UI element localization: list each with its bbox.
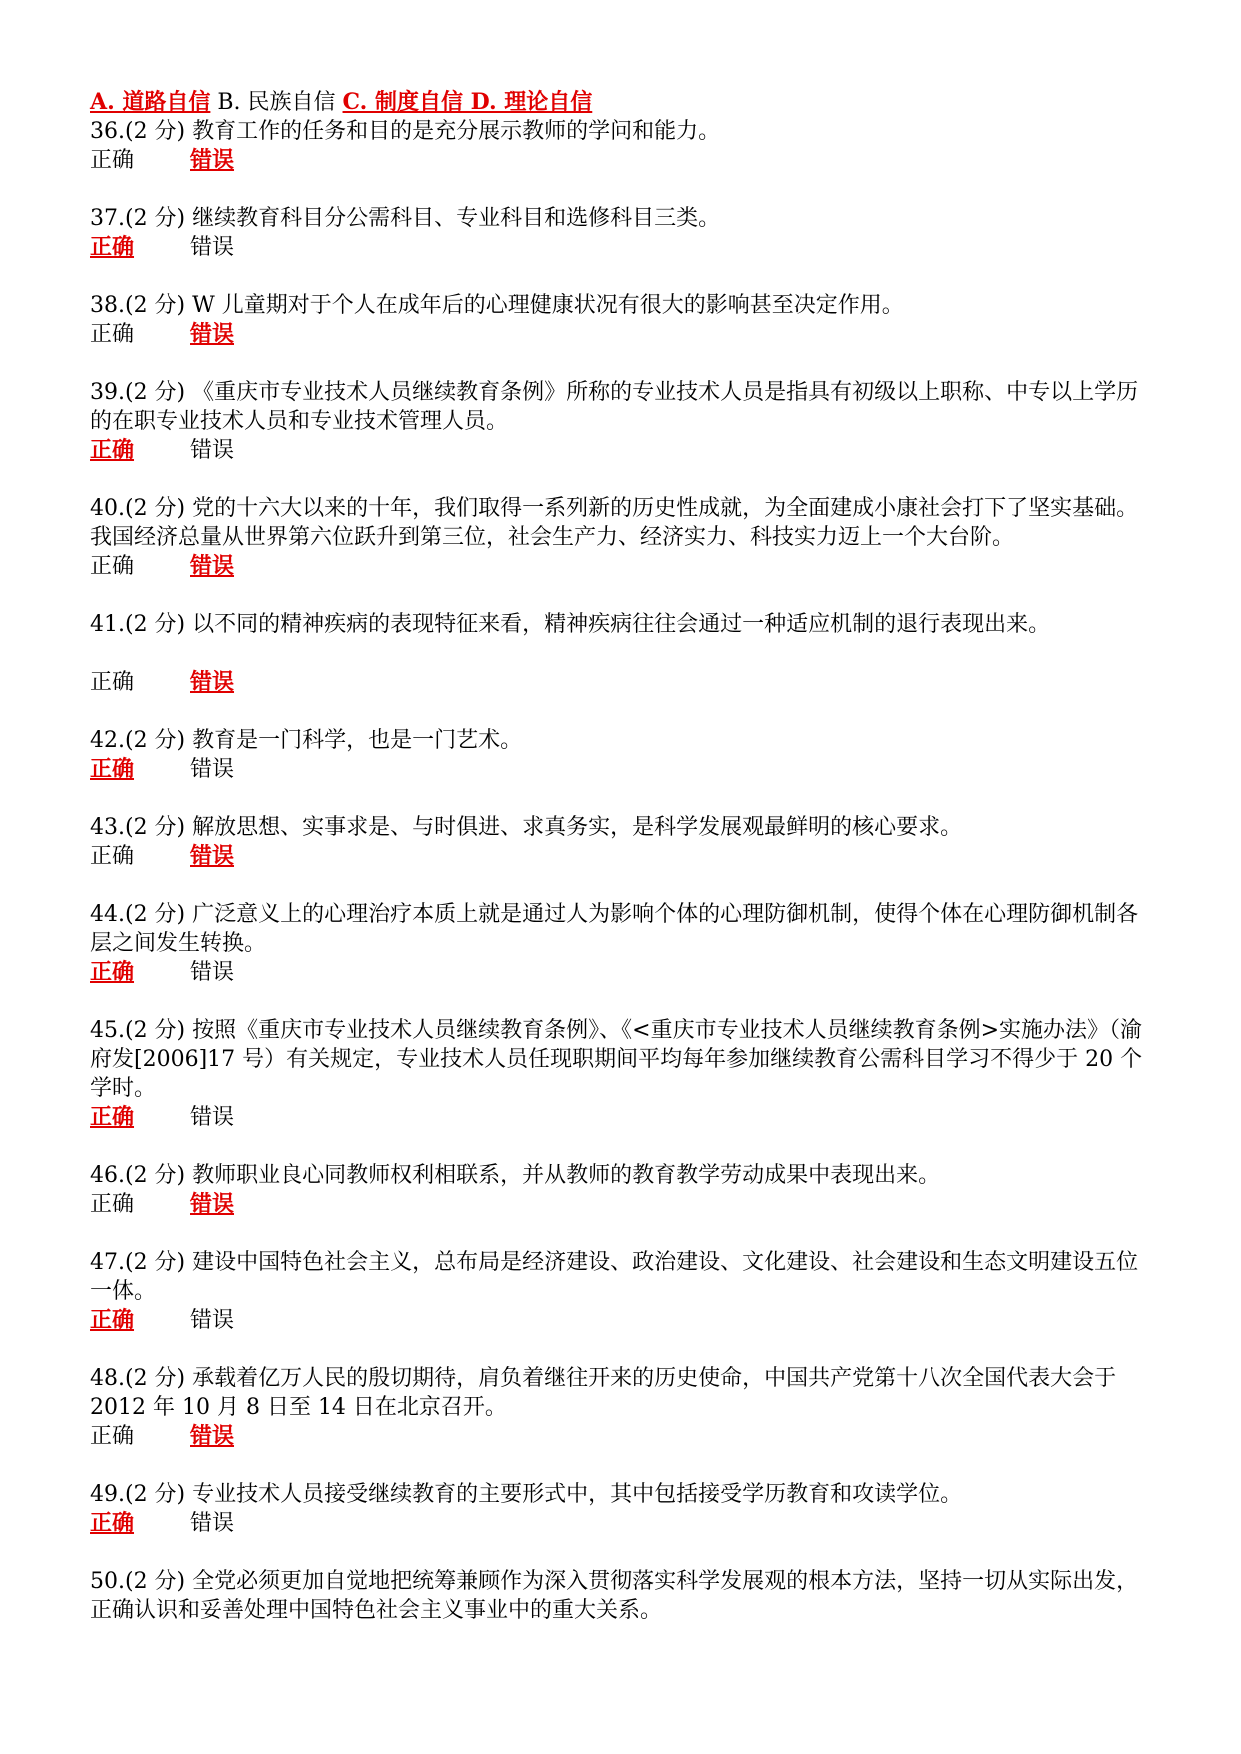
question-35-options xyxy=(90,88,1150,117)
answer-row xyxy=(90,1306,1150,1335)
question-item xyxy=(90,1016,1150,1132)
answer-correct: 正确 xyxy=(90,844,135,869)
question-item xyxy=(90,378,1150,465)
question-item xyxy=(90,117,1150,175)
answer-correct: 正确 xyxy=(90,437,135,463)
question-text: 36.(2 分) 教育工作的任务和目的是充分展示教师的学问和能力。 xyxy=(90,119,721,144)
answer-wrong: 错误 xyxy=(190,843,235,869)
answer-wrong: 错误 xyxy=(190,1423,235,1449)
question-text: 37.(2 分) 继续教育科目分公需科目、专业科目和选修科目三类。 xyxy=(90,206,721,231)
answer-row xyxy=(90,842,1150,871)
question-text: 47.(2 分) 建设中国特色社会主义，总布局是经济建设、政治建设、文化建设、社会建设和生态文明建设五位一体。 xyxy=(90,1250,1139,1304)
answer-correct: 正确 xyxy=(90,670,135,695)
question-item xyxy=(90,291,1150,349)
question-list xyxy=(90,117,1150,1625)
question-text: 48.(2 分) 承载着亿万人民的殷切期待，肩负着继往开来的历史使命，中国共产党第十八次全国代表大会于 2012 年 10 月 8 日至 14 日在北京召开。 xyxy=(90,1366,1124,1420)
option-0: A. 道路自信 xyxy=(90,89,211,115)
answer-row xyxy=(90,1190,1150,1219)
answer-row xyxy=(90,668,1150,697)
answer-row xyxy=(90,1422,1150,1451)
answer-wrong: 错误 xyxy=(190,1511,235,1536)
answer-correct: 正确 xyxy=(90,1424,135,1449)
question-item xyxy=(90,1567,1150,1625)
question-text: 46.(2 分) 教师职业良心同教师权利相联系，并从教师的教育教学劳动成果中表现出来。 xyxy=(90,1163,941,1188)
question-text: 50.(2 分) 全党必须更加自觉地把统筹兼顾作为深入贯彻落实科学发展观的根本方法，坚持一切从实际出发，正确认识和妥善处理中国特色社会主义事业中的重大关系。 xyxy=(90,1569,1139,1623)
question-text: 49.(2 分) 专业技术人员接受继续教育的主要形式中，其中包括接受学历教育和攻读学位。 xyxy=(90,1482,963,1507)
answer-wrong: 错误 xyxy=(190,147,235,173)
answer-row xyxy=(90,552,1150,581)
question-item xyxy=(90,1364,1150,1451)
answer-correct: 正确 xyxy=(90,1192,135,1217)
answer-row xyxy=(90,146,1150,175)
answer-wrong: 错误 xyxy=(190,321,235,347)
answer-row xyxy=(90,1509,1150,1538)
option-2: C. 制度自信 xyxy=(342,89,463,115)
question-text: 44.(2 分) 广泛意义上的心理治疗本质上就是通过人为影响个体的心理防御机制，使得个体在心理防御机制各层之间发生转换。 xyxy=(90,902,1139,956)
question-item xyxy=(90,204,1150,262)
answer-wrong: 错误 xyxy=(190,669,235,695)
answer-correct: 正确 xyxy=(90,554,135,579)
question-item xyxy=(90,900,1150,987)
answer-row xyxy=(90,233,1150,262)
answer-wrong: 错误 xyxy=(190,757,235,782)
answer-row xyxy=(90,436,1150,465)
spacer xyxy=(90,639,1150,668)
answer-wrong: 错误 xyxy=(190,960,235,985)
answer-correct: 正确 xyxy=(90,1510,135,1536)
question-text: 40.(2 分) 党的十六大以来的十年，我们取得一系列新的历史性成就，为全面建成小康社会打下了坚实基础。我国经济总量从世界第六位跃升到第三位，社会生产力、经济实力、科技实力迈上一个大台阶。 xyxy=(90,496,1139,550)
question-item xyxy=(90,1248,1150,1335)
answer-correct: 正确 xyxy=(90,234,135,260)
question-text: 41.(2 分) 以不同的精神疾病的表现特征来看，精神疾病往往会通过一种适应机制的退行表现出来。 xyxy=(90,612,1051,637)
question-text: 39.(2 分) 《重庆市专业技术人员继续教育条例》所称的专业技术人员是指具有初级以上职称、中专以上学历的在职专业技术人员和专业技术管理人员。 xyxy=(90,380,1139,434)
answer-correct: 正确 xyxy=(90,148,135,173)
option-3: D. 理论自信 xyxy=(462,89,593,115)
answer-correct: 正确 xyxy=(90,959,135,985)
option-1: B. 民族自信 xyxy=(210,90,343,115)
answer-row xyxy=(90,755,1150,784)
question-text: 38.(2 分) W 儿童期对于个人在成年后的心理健康状况有很大的影响甚至决定作用。 xyxy=(90,293,904,318)
question-item xyxy=(90,726,1150,784)
answer-wrong: 错误 xyxy=(190,1105,235,1130)
question-item xyxy=(90,494,1150,581)
answer-wrong: 错误 xyxy=(190,1308,235,1333)
answer-row xyxy=(90,320,1150,349)
question-text: 42.(2 分) 教育是一门科学，也是一门艺术。 xyxy=(90,728,523,753)
question-text: 45.(2 分) 按照《重庆市专业技术人员继续教育条例》、《<重庆市专业技术人员继续教育条例>实施办法》（渝府发[2006]17 号）有关规定，专业技术人员任现职期间平均每年参加继续教育公需科目学习不得少于 20 个学时。 xyxy=(90,1018,1143,1101)
answer-correct: 正确 xyxy=(90,1104,135,1130)
question-item xyxy=(90,1161,1150,1219)
answer-wrong: 错误 xyxy=(190,553,235,579)
answer-wrong: 错误 xyxy=(190,438,235,463)
question-text: 43.(2 分) 解放思想、实事求是、与时俱进、求真务实，是科学发展观最鲜明的核心要求。 xyxy=(90,815,963,840)
question-item xyxy=(90,813,1150,871)
answer-wrong: 错误 xyxy=(190,235,235,260)
answer-row xyxy=(90,958,1150,987)
document-content xyxy=(90,88,1150,1625)
answer-row xyxy=(90,1103,1150,1132)
answer-correct: 正确 xyxy=(90,1307,135,1333)
question-item xyxy=(90,1480,1150,1538)
answer-correct: 正确 xyxy=(90,322,135,347)
answer-wrong: 错误 xyxy=(190,1191,235,1217)
question-item xyxy=(90,610,1150,697)
answer-correct: 正确 xyxy=(90,756,135,782)
